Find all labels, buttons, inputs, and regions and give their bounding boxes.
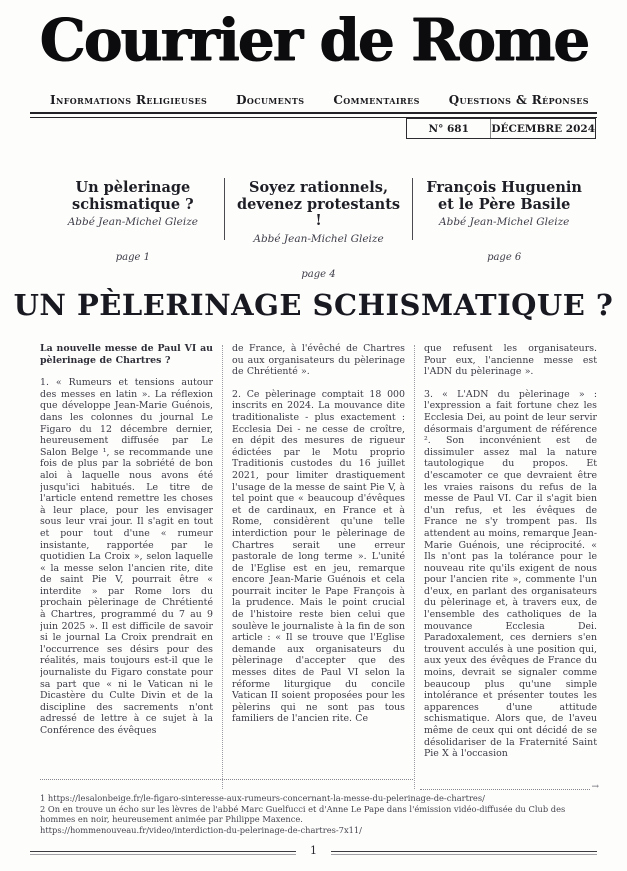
footnote-rule-left xyxy=(40,779,413,780)
issue-date: DÉCEMBRE 2024 xyxy=(491,122,595,135)
teaser-3-title: François Huguenin et le Père Basile xyxy=(426,179,582,213)
footnote-rule-right xyxy=(420,789,590,790)
teaser-2 xyxy=(226,180,412,280)
category-commentaires: Commentaires xyxy=(333,93,420,107)
teaser-3 xyxy=(411,180,597,280)
teaser-divider-1 xyxy=(224,178,225,240)
issue-number: N° 681 xyxy=(428,122,469,135)
article-paragraph: 3. « L'ADN du pèlerinage » : l'expression a fait fortune chez les Ecclesia Dei, au point de leur servir désormais d'argument de référence ². Son inconvénient est de dissimuler assez mal la nature tautologique du propos. Et d'escamoter ce que devraient être les vraies raisons du refus de la messe de Paul VI. Car il s'agit bien d'un refus, et les évêques de France ne s'y trompent pas. Ils attendent au moins, remarque Jean-Marie Guénois, une réciprocité. « Ils n'ont pas la tolérance pour le nouveau rite qu'ils exigent de nous pour l'ancien rite », commente l'un d'eux, en parlant des organisateurs du pèlerinage et, à travers eux, de l'ensemble des catholiques de la mouvance Ecclesia Dei. Paradoxalement, ces derniers s'en trouvent acculés à une position qui, aux yeux des évêques de France du moins, devrait se signaler comme beaucoup plus qu'une simple intolérance et présenter toutes les apparences d'une attitude schismatique. Alors que, de l'aveu même de ceux qui ont décidé de se désolidariser de la Fraternité Saint Pie X à l'occasion xyxy=(424,388,597,760)
continuation-arrow-icon: → xyxy=(591,782,599,792)
teaser-2-title: Soyez rationnels, devenez protestants ! xyxy=(236,179,401,229)
footnotes xyxy=(40,793,597,835)
teaser-2-author: Abbé Jean-Michel Gleize xyxy=(253,232,384,245)
column-separator-2 xyxy=(414,345,415,789)
teaser-1-page: page 1 xyxy=(115,252,150,263)
article-paragraph: 1. « Rumeurs et tensions autour des messes en latin ». La réflexion que développe Jean-Marie Guénois, dans les colonnes du journal Le Figaro du 12 décembre dernier, heureusement diffusée par Le Salon Belge ¹, se recommande une fois de plus par la sobriété de bon aloi à laquelle nous avons été jusqu'ici habitués. Le titre de l'article entend remettre les choses à leur place, pour les envisager sous leur vrai jour. Il s'agit en tout et pour tout d'une « rumeur insistante, rapportée par le quotidien La Croix », selon laquelle « la messe selon l'ancien rite, dite de saint Pie V, pourrait être « interdite » par Rome lors du prochain pèlerinage de Chrétienté à Chartres, programmé du 7 au 9 juin 2025 ». Il est difficile de savoir si le journal La Croix prendrait en l'occurrence ses désirs pour des réalités, mais toujours est-il que le journaliste du Figaro constate pour sa part que « ni le Vatican ni le Dicastère du Culte Divin et de la discipline des sacrements n'ont adressé de lettre à ce sujet à la Conférence des évêques xyxy=(40,377,213,736)
footnote-2: 2 On en trouve un écho sur les lèvres de l'abbé Marc Guelfucci et d'Anne Le Pape dans l'émission vidéo-diffusée du Club des hommes en noir, heureusement animée par Philippe Maxence. xyxy=(40,803,566,825)
teaser-3-page: page 6 xyxy=(487,252,522,263)
article-headline: UN PÈLERINAGE SCHISMATIQUE ? xyxy=(13,288,614,322)
footnote-1: 1 https://lesalonbeige.fr/le-figaro-sinteresse-aux-rumeurs-concernant-la-messe-du-pelerinage-de-chartres/ xyxy=(40,793,485,803)
teaser-1-author: Abbé Jean-Michel Gleize xyxy=(67,216,198,228)
teaser-1-title: Un pèlerinage schismatique ? xyxy=(72,179,194,213)
category-informations-religieuses: Informations Religieuses xyxy=(50,93,208,107)
article-paragraph: 2. Ce pèlerinage comptait 18 000 inscrits en 2024. La mouvance dite traditionaliste - plus exactement : Ecclesia Dei - ne cesse de croître, en dépit des mesures de rigueur édictées par le Motu proprio Traditionis custodes du 16 juillet 2021, pour limiter drastiquement l'usage de la messe de saint Pie V, à tel point que « beaucoup d'évêques et de cardinaux, en France et à Rome, considèrent qu'une telle interdiction pour le pèlerinage de Chartres serait une erreur pastorale de long terme ». L'unité de l'Eglise est en jeu, remarque encore Jean-Marie Guénois et cela pourrait inciter le Pape François à la prudence. Mais le point crucial de l'histoire reste bien celui que soulève le journaliste à la fin de son article : « Il se trouve que l'Eglise demande aux organisateurs du pèlerinage d'accepter que des messes dites de Paul VI selon la réforme liturgique du concile Vatican II soient proposées pour les pèlerins qui ne sont pas tous familiers de l'ancien rite. Ce xyxy=(232,388,405,725)
category-questions-reponses: Questions & Réponses xyxy=(448,93,589,107)
teaser-3-author: Abbé Jean-Michel Gleize xyxy=(439,216,570,228)
article-body xyxy=(40,343,597,779)
footer-rule-right xyxy=(331,851,597,855)
page-number: 1 xyxy=(310,844,317,857)
article-paragraph: de France, à l'évêché de Chartres ou aux organisateurs du pèlerinage de Chrétienté ». xyxy=(232,343,405,378)
issue-box xyxy=(406,118,596,139)
footnote-2-url: https://hommenouveau.fr/video/interdiction-du-pelerinage-de-chartres-7x11/ xyxy=(40,824,362,835)
category-documents: Documents xyxy=(236,93,305,107)
teaser-divider-2 xyxy=(412,178,413,240)
article-paragraph: que refusent les organisateurs. Pour eux, l'ancienne messe est l'ADN du pèlerinage ». xyxy=(424,343,597,378)
teaser-row xyxy=(40,180,597,280)
article-column-1 xyxy=(40,343,213,779)
column-separator-1 xyxy=(222,345,223,789)
teaser-1 xyxy=(40,180,226,280)
article-column-2 xyxy=(232,343,405,779)
masthead-categories xyxy=(50,93,589,107)
teaser-2-page: page 4 xyxy=(301,268,336,280)
article-subheading: La nouvelle messe de Paul VI au pèlerinage de Chartres ? xyxy=(40,343,213,366)
article-column-3 xyxy=(424,343,597,779)
masthead-title: Courrier de Rome xyxy=(39,6,588,74)
